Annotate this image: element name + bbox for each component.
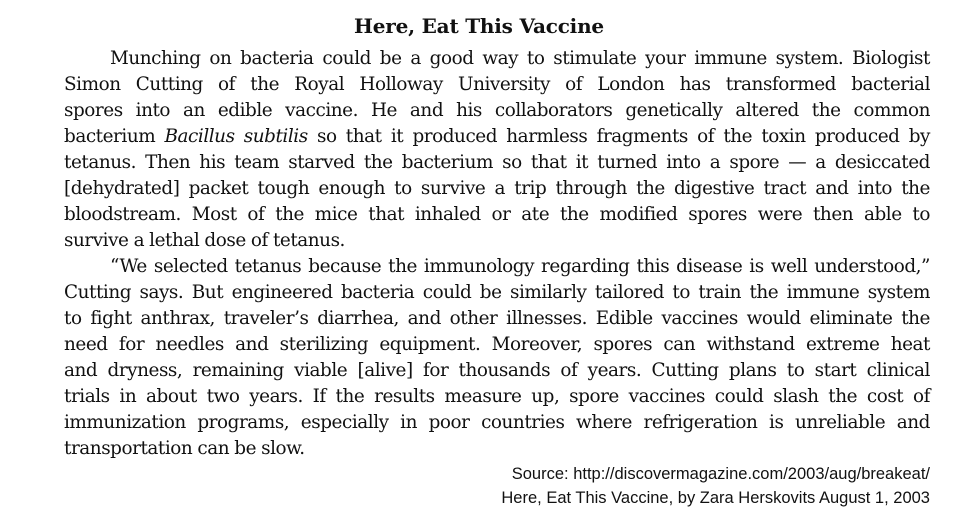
article-title: Here, Eat This Vaccine [354, 14, 604, 38]
text-fragment: so that it produced harmless fragments of the toxin produced by [316, 126, 930, 147]
text-line: transportation can be slow. [64, 438, 305, 459]
text-line: need for needles and sterilizing equipment. Moreover, spores can withstand extreme heat [64, 334, 930, 355]
text-line: and dryness, remaining viable [alive] for thousands of years. Cutting plans to start clinical [64, 360, 930, 381]
text-line: Cutting says. But engineered bacteria could be similarly tailored to train the immune system [64, 282, 930, 303]
text-line: tetanus. Then his team starved the bacterium so that it turned into a spore — a desiccated [64, 152, 930, 173]
species-name: Bacillus subtilis [164, 126, 308, 147]
text-line [64, 124, 930, 150]
text-line: trials in about two years. If the results measure up, spore vaccines could slash the cost of [64, 386, 930, 407]
text-line: “We selected tetanus because the immunology regarding this disease is well understood,” [110, 256, 930, 277]
text-line: Simon Cutting of the Royal Holloway University of London has transformed bacterial [64, 74, 930, 95]
paragraph-1 [64, 46, 930, 254]
text-line: to fight anthrax, traveler’s diarrhea, and other illnesses. Edible vaccines would eliminate the [64, 308, 930, 329]
text-line: bloodstream. Most of the mice that inhaled or ate the modified spores were then able to [64, 204, 930, 225]
text-line: Munching on bacteria could be a good way to stimulate your immune system. Biologist [110, 48, 930, 69]
source-url-line: Source: http://discovermagazine.com/2003/aug/breakeat/ [511, 465, 930, 483]
article-body [64, 46, 930, 462]
text-line: immunization programs, especially in poor countries where refrigeration is unreliable and [64, 412, 930, 433]
text-fragment: bacterium [64, 126, 156, 147]
source-byline: Here, Eat This Vaccine, by Zara Herskovits August 1, 2003 [501, 489, 930, 507]
source-citation [501, 462, 930, 510]
text-line: survive a lethal dose of tetanus. [64, 230, 345, 251]
paragraph-2 [64, 254, 930, 462]
text-line: spores into an edible vaccine. He and his collaborators genetically altered the common [64, 100, 930, 121]
text-line: [dehydrated] packet tough enough to survive a trip through the digestive tract and into the [64, 178, 930, 199]
